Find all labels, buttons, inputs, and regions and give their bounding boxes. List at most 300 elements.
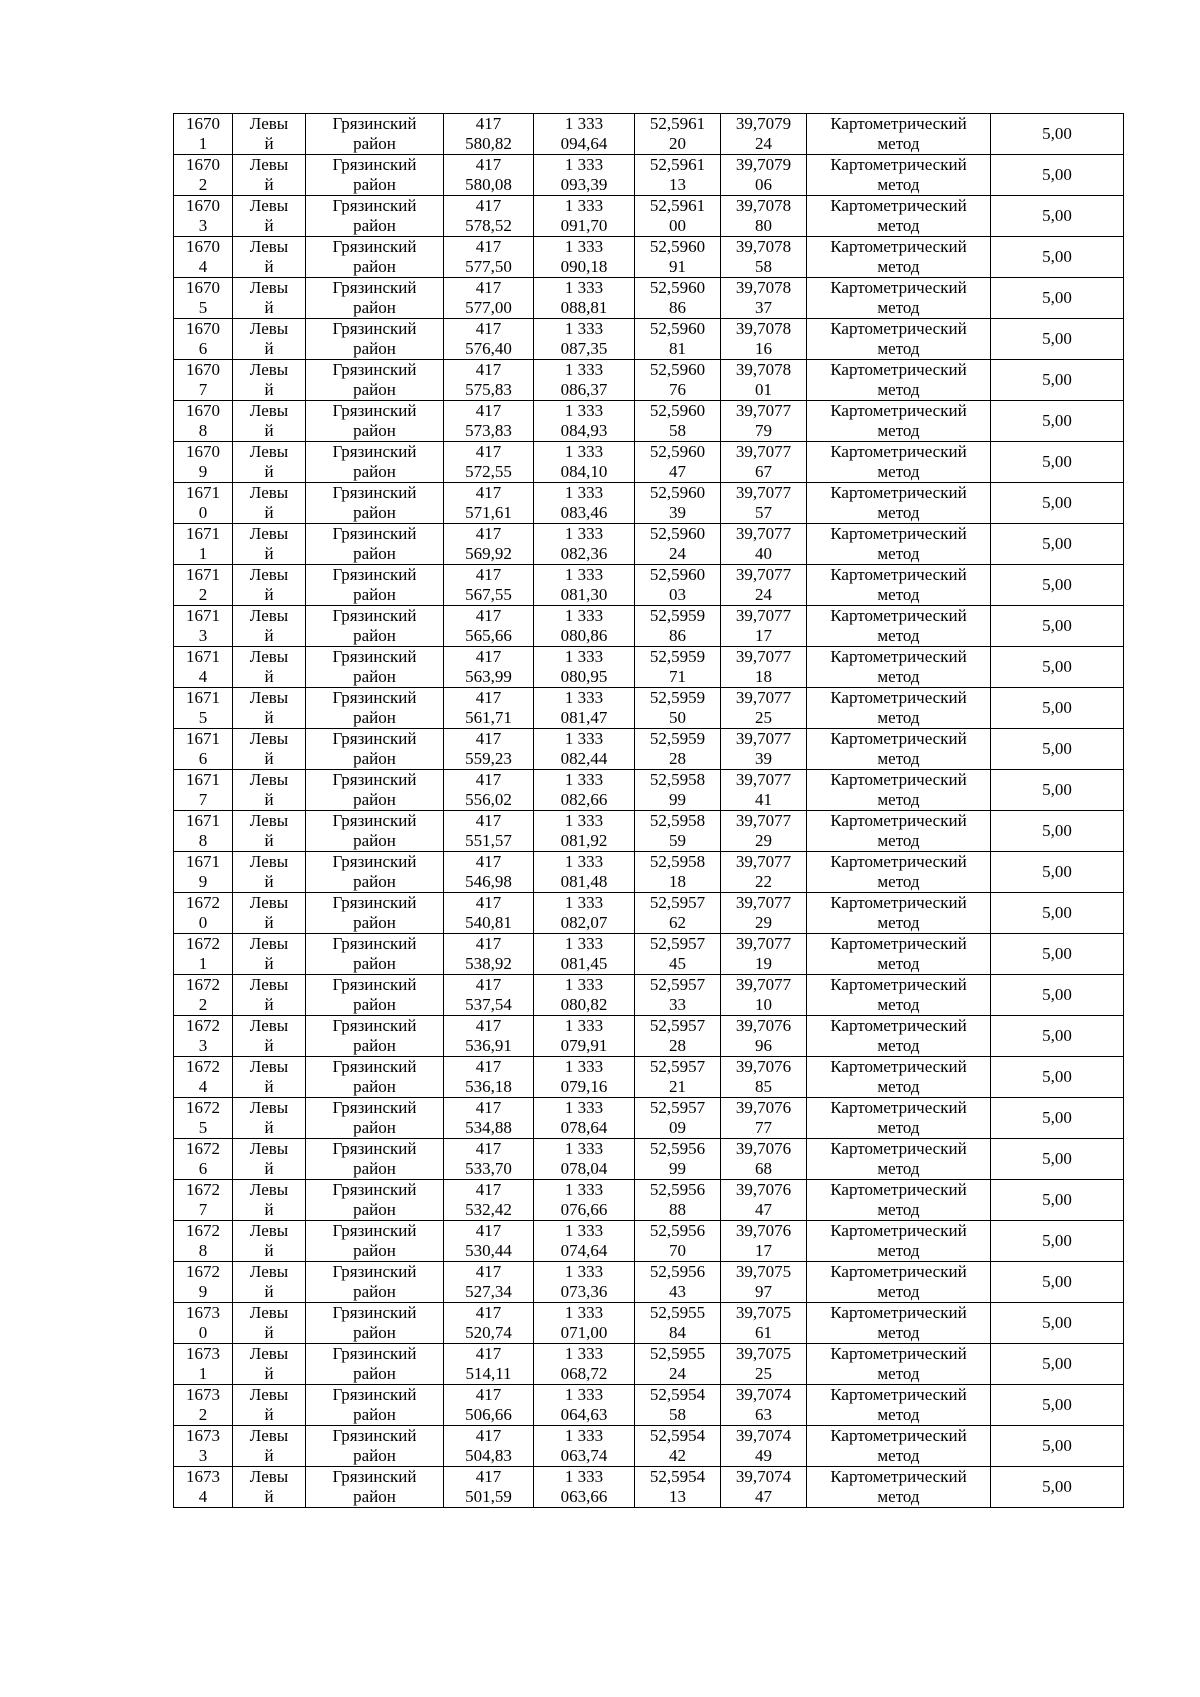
side-cell [233, 1139, 306, 1180]
longitude-line: 61 [755, 1323, 772, 1342]
method-line: Картометрический [830, 729, 967, 748]
longitude-line: 39,7075 [735, 1303, 792, 1322]
latitude-cell [635, 114, 721, 155]
longitude-line: 39,7076 [735, 1180, 792, 1199]
latitude-cell [635, 811, 721, 852]
side-line: Левы [249, 114, 289, 133]
coord-y-cell [534, 606, 635, 647]
point-number-line: 1673 [186, 1385, 220, 1404]
point-number-line: 1672 [186, 1016, 220, 1035]
table-row [174, 565, 1124, 606]
method-cell [807, 155, 991, 196]
method-line: метод [877, 831, 920, 850]
longitude-line: 29 [755, 913, 772, 932]
latitude-cell [635, 1303, 721, 1344]
coord-x-line: 417 [475, 893, 502, 912]
point-number-cell [174, 1344, 233, 1385]
coord-y-cell [534, 237, 635, 278]
method-cell [807, 1221, 991, 1262]
coord-x-line: 417 [475, 1139, 502, 1158]
side-cell [233, 319, 306, 360]
table-row [174, 401, 1124, 442]
longitude-cell [721, 483, 807, 524]
longitude-line: 39,7077 [735, 442, 792, 461]
coord-x-line: 417 [475, 1467, 502, 1486]
district-line: район [353, 1200, 396, 1219]
coord-y-line: 1 333 [564, 934, 604, 953]
latitude-line: 52,5960 [649, 360, 706, 379]
district-line: Грязинский [332, 770, 417, 789]
coord-x-line: 417 [475, 934, 502, 953]
coord-x-cell [444, 1139, 534, 1180]
side-line: Левы [249, 1262, 289, 1281]
longitude-cell [721, 934, 807, 975]
point-number-cell [174, 1180, 233, 1221]
district-line: Грязинский [332, 647, 417, 666]
side-line: Левы [249, 565, 289, 584]
side-cell [233, 770, 306, 811]
method-cell [807, 278, 991, 319]
coord-x-line: 576,40 [465, 339, 512, 358]
method-line: метод [877, 913, 920, 932]
side-line: Левы [249, 1221, 289, 1240]
coord-y-cell [534, 155, 635, 196]
table-row [174, 647, 1124, 688]
point-number-line: 6 [198, 1159, 208, 1178]
table-row [174, 770, 1124, 811]
method-line: Картометрический [830, 893, 967, 912]
district-cell [306, 1098, 444, 1139]
method-line: Картометрический [830, 647, 967, 666]
coord-x-line: 417 [475, 196, 502, 215]
point-number-line: 1671 [186, 647, 220, 666]
coord-y-cell [534, 688, 635, 729]
coord-x-cell [444, 1262, 534, 1303]
method-line: метод [877, 339, 920, 358]
coord-x-cell [444, 1180, 534, 1221]
side-line: й [264, 708, 274, 727]
coord-y-cell [534, 565, 635, 606]
district-cell [306, 1221, 444, 1262]
point-number-line: 1672 [186, 1098, 220, 1117]
district-cell [306, 1344, 444, 1385]
longitude-cell [721, 975, 807, 1016]
coord-y-line: 071,00 [560, 1323, 608, 1342]
method-line: Картометрический [830, 1139, 967, 1158]
coord-x-cell [444, 1098, 534, 1139]
district-line: район [353, 1118, 396, 1137]
coord-x-cell [444, 811, 534, 852]
side-line: й [264, 1446, 274, 1465]
side-line: Левы [249, 975, 289, 994]
side-line: Левы [249, 155, 289, 174]
point-number-line: 5 [198, 708, 208, 727]
point-number-line: 1 [198, 544, 208, 563]
side-cell [233, 237, 306, 278]
point-number-line: 1670 [186, 278, 220, 297]
district-line: район [353, 380, 396, 399]
longitude-line: 58 [755, 257, 772, 276]
point-number-line: 3 [198, 1036, 208, 1055]
point-number-line: 1 [198, 1364, 208, 1383]
district-line: район [353, 995, 396, 1014]
coord-y-line: 1 333 [564, 1262, 604, 1281]
latitude-cell [635, 442, 721, 483]
latitude-line: 99 [669, 790, 686, 809]
district-cell [306, 852, 444, 893]
latitude-cell [635, 278, 721, 319]
latitude-line: 99 [669, 1159, 686, 1178]
district-cell [306, 647, 444, 688]
latitude-line: 45 [669, 954, 686, 973]
side-cell [233, 811, 306, 852]
latitude-line: 52,5955 [649, 1344, 706, 1363]
coord-y-line: 079,16 [560, 1077, 608, 1096]
district-line: район [353, 626, 396, 645]
coord-x-line: 417 [475, 1180, 502, 1199]
latitude-line: 00 [669, 216, 686, 235]
table-row [174, 155, 1124, 196]
latitude-line: 43 [669, 1282, 686, 1301]
point-number-line: 4 [198, 1487, 208, 1506]
coord-y-line: 1 333 [564, 1139, 604, 1158]
table-row [174, 1098, 1124, 1139]
latitude-cell [635, 729, 721, 770]
coord-x-cell [444, 237, 534, 278]
method-line: Картометрический [830, 319, 967, 338]
latitude-line: 52,5960 [649, 524, 706, 543]
district-cell [306, 606, 444, 647]
coord-y-line: 1 333 [564, 1385, 604, 1404]
coord-x-line: 520,74 [465, 1323, 512, 1342]
method-line: Картометрический [830, 1426, 967, 1445]
coord-y-line: 1 333 [564, 155, 604, 174]
longitude-line: 39,7076 [735, 1139, 792, 1158]
latitude-cell [635, 647, 721, 688]
table-row [174, 114, 1124, 155]
coord-x-cell [444, 278, 534, 319]
district-line: Грязинский [332, 319, 417, 338]
district-line: Грязинский [332, 1098, 417, 1117]
coord-x-cell [444, 975, 534, 1016]
side-line: Левы [249, 729, 289, 748]
coord-x-line: 417 [475, 401, 502, 420]
longitude-cell [721, 729, 807, 770]
side-cell [233, 278, 306, 319]
table-row [174, 1139, 1124, 1180]
coord-y-line: 1 333 [564, 647, 604, 666]
coord-y-line: 1 333 [564, 770, 604, 789]
district-line: район [353, 831, 396, 850]
method-line: метод [877, 1364, 920, 1383]
longitude-line: 39,7077 [735, 811, 792, 830]
coord-x-line: 417 [475, 319, 502, 338]
latitude-cell [635, 1098, 721, 1139]
method-line: метод [877, 1282, 920, 1301]
side-line: Левы [249, 278, 289, 297]
latitude-line: 52,5957 [649, 893, 706, 912]
side-line: Левы [249, 1016, 289, 1035]
method-line: метод [877, 667, 920, 686]
coord-x-cell [444, 606, 534, 647]
district-cell [306, 114, 444, 155]
side-line: Левы [249, 1180, 289, 1199]
side-line: Левы [249, 1344, 289, 1363]
method-cell [807, 893, 991, 934]
method-line: метод [877, 503, 920, 522]
accuracy-cell: 5,00 [991, 688, 1124, 729]
district-line: Грязинский [332, 852, 417, 871]
side-line: Левы [249, 1098, 289, 1117]
table-body [174, 114, 1124, 1508]
latitude-line: 76 [669, 380, 686, 399]
district-line: Грязинский [332, 442, 417, 461]
method-cell [807, 1344, 991, 1385]
point-number-line: 1670 [186, 155, 220, 174]
latitude-cell [635, 401, 721, 442]
district-cell [306, 155, 444, 196]
latitude-line: 03 [669, 585, 686, 604]
accuracy-cell: 5,00 [991, 278, 1124, 319]
coord-x-line: 563,99 [465, 667, 512, 686]
district-line: Грязинский [332, 1180, 417, 1199]
coord-x-line: 580,82 [465, 134, 512, 153]
method-line: метод [877, 544, 920, 563]
coord-x-line: 417 [475, 606, 502, 625]
side-line: Левы [249, 360, 289, 379]
point-number-line: 1671 [186, 565, 220, 584]
coord-x-line: 556,02 [465, 790, 512, 809]
latitude-cell [635, 565, 721, 606]
side-line: Левы [249, 1467, 289, 1486]
point-number-line: 7 [198, 1200, 208, 1219]
coord-x-line: 561,71 [465, 708, 512, 727]
coord-x-line: 533,70 [465, 1159, 512, 1178]
longitude-line: 39,7077 [735, 606, 792, 625]
side-line: Левы [249, 852, 289, 871]
coord-x-cell [444, 1221, 534, 1262]
district-line: район [353, 913, 396, 932]
longitude-line: 49 [755, 1446, 772, 1465]
side-line: Левы [249, 1057, 289, 1076]
accuracy-cell: 5,00 [991, 1385, 1124, 1426]
point-number-cell [174, 1016, 233, 1057]
table-row [174, 319, 1124, 360]
coord-x-line: 536,18 [465, 1077, 512, 1096]
point-number-line: 9 [198, 872, 208, 891]
longitude-line: 17 [755, 626, 772, 645]
coord-y-cell [534, 1221, 635, 1262]
point-number-line: 1 [198, 954, 208, 973]
district-line: Грязинский [332, 606, 417, 625]
longitude-line: 39,7076 [735, 1221, 792, 1240]
coord-x-cell [444, 1344, 534, 1385]
coord-y-line: 086,37 [560, 380, 608, 399]
method-line: Картометрический [830, 1344, 967, 1363]
point-number-line: 8 [198, 421, 208, 440]
method-line: Картометрический [830, 278, 967, 297]
coord-x-cell [444, 647, 534, 688]
accuracy-cell: 5,00 [991, 237, 1124, 278]
district-line: Грязинский [332, 155, 417, 174]
point-number-cell [174, 114, 233, 155]
point-number-line: 8 [198, 831, 208, 850]
side-line: й [264, 134, 274, 153]
coord-y-line: 081,47 [560, 708, 608, 727]
latitude-line: 47 [669, 462, 686, 481]
point-number-line: 9 [198, 1282, 208, 1301]
coord-y-line: 1 333 [564, 852, 604, 871]
latitude-line: 52,5954 [649, 1385, 706, 1404]
district-line: Грязинский [332, 729, 417, 748]
longitude-line: 39,7077 [735, 934, 792, 953]
coord-x-line: 551,57 [465, 831, 512, 850]
coord-x-cell [444, 1467, 534, 1508]
point-number-cell [174, 1303, 233, 1344]
longitude-line: 39,7078 [735, 237, 792, 256]
point-number-line: 1672 [186, 975, 220, 994]
district-line: Грязинский [332, 1385, 417, 1404]
coord-y-cell [534, 647, 635, 688]
coord-x-line: 417 [475, 237, 502, 256]
longitude-cell [721, 606, 807, 647]
point-number-line: 3 [198, 1446, 208, 1465]
district-line: Грязинский [332, 1016, 417, 1035]
point-number-line: 1671 [186, 524, 220, 543]
point-number-line: 1670 [186, 360, 220, 379]
coord-y-line: 087,35 [560, 339, 608, 358]
longitude-line: 39,7077 [735, 647, 792, 666]
coord-y-line: 081,45 [560, 954, 608, 973]
method-line: Картометрический [830, 811, 967, 830]
coord-y-line: 088,81 [560, 298, 608, 317]
coord-y-line: 1 333 [564, 1098, 604, 1117]
side-cell [233, 360, 306, 401]
latitude-cell [635, 1385, 721, 1426]
point-number-cell [174, 606, 233, 647]
coord-y-line: 1 333 [564, 811, 604, 830]
coord-y-line: 081,48 [560, 872, 608, 891]
point-number-line: 8 [198, 1241, 208, 1260]
latitude-line: 52,5957 [649, 934, 706, 953]
method-line: метод [877, 421, 920, 440]
point-number-cell [174, 1385, 233, 1426]
method-cell [807, 1303, 991, 1344]
coord-y-cell [534, 1180, 635, 1221]
side-line: Левы [249, 1303, 289, 1322]
coord-x-cell [444, 155, 534, 196]
side-line: й [264, 1159, 274, 1178]
side-line: й [264, 216, 274, 235]
side-line: Левы [249, 237, 289, 256]
point-number-cell [174, 483, 233, 524]
coord-x-line: 537,54 [465, 995, 512, 1014]
coord-y-line: 063,74 [560, 1446, 608, 1465]
coord-y-line: 082,36 [560, 544, 608, 563]
district-line: район [353, 1036, 396, 1055]
side-cell [233, 1385, 306, 1426]
coordinates-table [173, 113, 1124, 1508]
longitude-line: 06 [755, 175, 772, 194]
longitude-line: 37 [755, 298, 772, 317]
district-line: Грязинский [332, 237, 417, 256]
coord-y-cell [534, 1426, 635, 1467]
latitude-line: 52,5956 [649, 1262, 706, 1281]
latitude-line: 52,5959 [649, 606, 706, 625]
method-line: Картометрический [830, 155, 967, 174]
method-line: Картометрический [830, 770, 967, 789]
accuracy-cell: 5,00 [991, 606, 1124, 647]
latitude-line: 39 [669, 503, 686, 522]
coord-x-cell [444, 1426, 534, 1467]
point-number-cell [174, 770, 233, 811]
district-line: район [353, 1282, 396, 1301]
method-cell [807, 1180, 991, 1221]
method-cell [807, 852, 991, 893]
side-cell [233, 1344, 306, 1385]
accuracy-cell: 5,00 [991, 483, 1124, 524]
district-line: район [353, 175, 396, 194]
point-number-line: 1673 [186, 1467, 220, 1486]
longitude-cell [721, 770, 807, 811]
method-line: Картометрический [830, 1016, 967, 1035]
method-line: метод [877, 995, 920, 1014]
latitude-cell [635, 688, 721, 729]
side-cell [233, 1221, 306, 1262]
table-row [174, 1344, 1124, 1385]
latitude-line: 59 [669, 831, 686, 850]
coord-x-line: 417 [475, 278, 502, 297]
point-number-line: 1671 [186, 606, 220, 625]
coord-y-line: 078,64 [560, 1118, 608, 1137]
side-line: Левы [249, 688, 289, 707]
method-line: метод [877, 585, 920, 604]
longitude-line: 77 [755, 1118, 772, 1137]
side-line: Левы [249, 934, 289, 953]
method-line: метод [877, 462, 920, 481]
accuracy-cell: 5,00 [991, 647, 1124, 688]
coord-x-line: 417 [475, 811, 502, 830]
side-line: й [264, 298, 274, 317]
point-number-line: 1670 [186, 114, 220, 133]
longitude-line: 19 [755, 954, 772, 973]
district-line: район [353, 134, 396, 153]
coord-y-cell [534, 1139, 635, 1180]
table-row [174, 196, 1124, 237]
coord-x-cell [444, 1303, 534, 1344]
coord-x-line: 577,50 [465, 257, 512, 276]
point-number-line: 1671 [186, 811, 220, 830]
latitude-cell [635, 237, 721, 278]
district-line: район [353, 1487, 396, 1506]
latitude-line: 52,5956 [649, 1221, 706, 1240]
longitude-line: 96 [755, 1036, 772, 1055]
coord-y-line: 081,30 [560, 585, 608, 604]
latitude-line: 52,5960 [649, 483, 706, 502]
latitude-line: 52,5961 [649, 114, 706, 133]
district-line: район [353, 1446, 396, 1465]
coord-y-line: 083,46 [560, 503, 608, 522]
latitude-line: 18 [669, 872, 686, 891]
method-line: метод [877, 1077, 920, 1096]
method-cell [807, 934, 991, 975]
side-line: Левы [249, 770, 289, 789]
point-number-line: 1672 [186, 1221, 220, 1240]
point-number-cell [174, 1426, 233, 1467]
district-cell [306, 770, 444, 811]
side-cell [233, 524, 306, 565]
method-cell [807, 1139, 991, 1180]
